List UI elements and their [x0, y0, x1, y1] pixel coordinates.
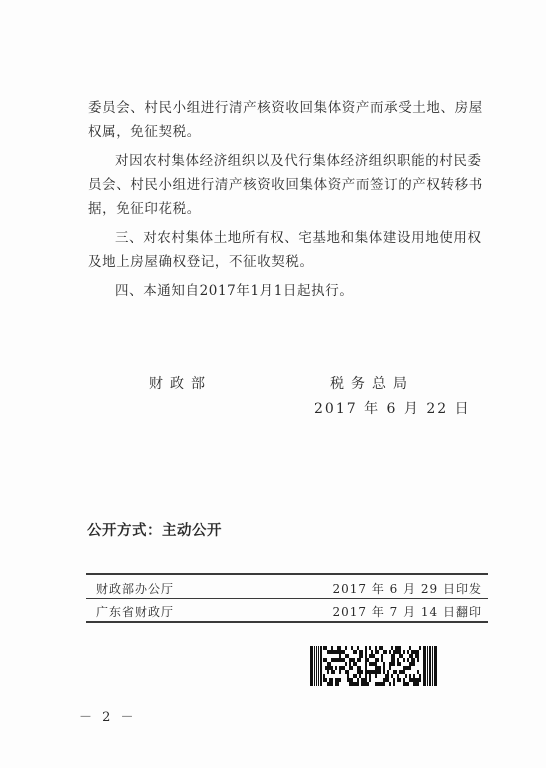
body-line: 委员会、村民小组进行清产核资收回集体资产而承受土地、房屋 [88, 100, 483, 116]
footer-row-issued [96, 580, 482, 597]
footer-issuer: 财政部办公厅 [96, 582, 175, 596]
footer-bottom-rule [86, 621, 488, 623]
footer-middle-rule [86, 598, 488, 599]
footer-reprinter: 广东省财政厅 [96, 605, 175, 619]
issue-date: 2017 年 6 月 22 日 [314, 401, 471, 417]
body-line: 权属，免征契税。 [88, 124, 201, 140]
disclosure-method: 公开方式：主动公开 [87, 523, 222, 539]
body-line: 对因农村集体经济组织以及代行集体经济组织职能的村民委 [115, 153, 482, 169]
page-number: － 2 － [79, 710, 137, 725]
body-line: 据，免征印花税。 [88, 201, 201, 217]
body-text [88, 96, 484, 303]
footer-issue-date: 2017 年 6 月 29 日印发 [332, 582, 482, 596]
pdf417-barcode [310, 646, 437, 686]
body-line: 三、对农村集体土地所有权、宅基地和集体建设用地使用权 [115, 230, 482, 246]
footer-reprint-date: 2017 年 7 月 14 日翻印 [332, 605, 482, 619]
body-line: 员会、村民小组进行清产核资收回集体资产而签订的产权转移书 [88, 177, 483, 193]
body-line: 及地上房屋确权登记，不征收契税。 [88, 254, 314, 270]
footer-row-reprinted [96, 603, 482, 620]
issuer-tax-bureau: 税务总局 [330, 376, 414, 392]
footer-top-rule [86, 573, 488, 575]
body-line: 四、本通知自2017年1月1日起执行。 [115, 283, 354, 299]
issuer-mof: 财政部 [149, 376, 212, 392]
